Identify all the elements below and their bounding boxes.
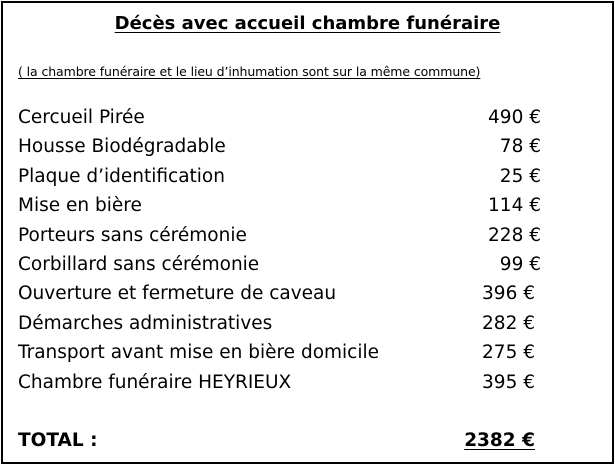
- item-label: Porteurs sans cérémonie: [18, 224, 247, 246]
- price-row: [18, 279, 578, 308]
- document-subtitle: ( la chambre funéraire et le lieu d’inhumation sont sur la même commune): [18, 64, 481, 79]
- item-price: 395 €: [482, 371, 535, 393]
- item-label: Cercueil Pirée: [18, 107, 145, 128]
- item-label: Démarches administratives: [18, 312, 273, 334]
- document-frame: [1, 1, 614, 464]
- item-price: 490 €: [488, 107, 541, 128]
- item-price: 282 €: [482, 312, 535, 334]
- price-row: [18, 132, 578, 161]
- item-label: Chambre funéraire HEYRIEUX: [18, 371, 292, 393]
- price-row: [18, 309, 578, 338]
- item-price: 275 €: [482, 342, 535, 364]
- item-label: Corbillard sans cérémonie: [18, 253, 260, 275]
- price-list: [18, 103, 578, 397]
- item-price: 396 €: [482, 283, 535, 305]
- price-row: [18, 368, 578, 397]
- item-price: 228 €: [488, 224, 541, 246]
- item-price: 114 €: [488, 195, 541, 217]
- price-row: [18, 103, 578, 132]
- document-title: Décès avec accueil chambre funéraire: [114, 13, 501, 34]
- item-price: 78 €: [499, 136, 541, 158]
- price-row: [18, 221, 578, 250]
- item-label: Plaque d’identification: [18, 165, 225, 187]
- price-row: [18, 162, 578, 191]
- total-value: 2382 €: [464, 430, 535, 451]
- price-row: [18, 338, 578, 367]
- price-row: [18, 191, 578, 220]
- price-row: [18, 250, 578, 279]
- item-label: Transport avant mise en bière domicile: [18, 342, 380, 364]
- item-price: 99 €: [499, 253, 541, 275]
- item-label: Ouverture et fermeture de caveau: [18, 283, 337, 305]
- item-label: Housse Biodégradable: [18, 136, 226, 158]
- item-label: Mise en bière: [18, 195, 142, 217]
- total-label: TOTAL :: [18, 430, 98, 451]
- item-price: 25 €: [499, 165, 541, 187]
- total-row: [18, 427, 578, 455]
